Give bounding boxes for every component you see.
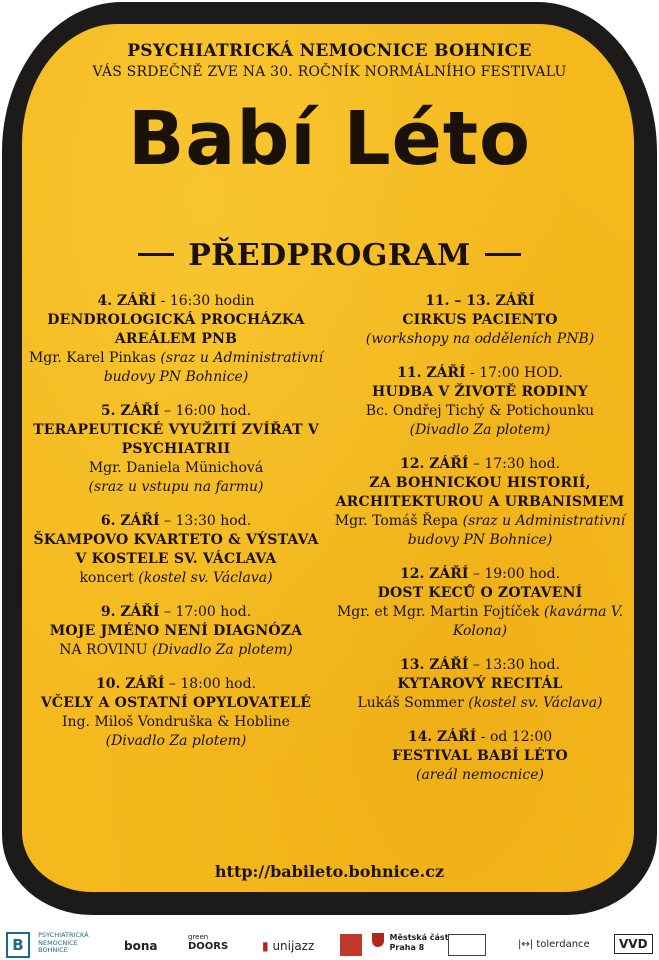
event-name: DOST KECŮ O ZOTAVENÍ [377, 585, 583, 601]
event-person: Mgr. Daniela Münichová [88, 460, 264, 476]
praha8-line1: Městská část [389, 933, 449, 942]
event-note: (Divadlo Za plotem) [151, 642, 293, 658]
event-name: TERAPEUTICKÉ VYUŽITÍ ZVÍŘAT V PSYCHIATRII [33, 422, 319, 457]
dash-left [138, 253, 174, 256]
event-note: (Divadlo Za plotem) [105, 733, 247, 749]
event-date: 5. ZÁŘÍ [100, 403, 160, 419]
unijazz-logo [262, 939, 314, 953]
theatre-logo-icon [448, 934, 486, 956]
event-item [26, 292, 326, 387]
event-person: koncert [79, 570, 139, 586]
unijazz-mark-icon: ▮ [262, 939, 269, 953]
praha8-line2: Praha 8 [389, 943, 425, 952]
event-item [330, 455, 630, 550]
red-square-logo-icon [340, 934, 362, 956]
event-time: – 18:00 hod. [164, 676, 257, 692]
left-event-list [26, 292, 326, 766]
event-item [26, 512, 326, 588]
event-person: NA ROVINU [59, 642, 152, 658]
pnb-mark: B [6, 932, 30, 958]
festival-url[interactable]: http://babileto.bohnice.cz [214, 862, 445, 881]
festival-title: Babí Léto [128, 96, 531, 182]
event-note: (Divadlo Za plotem) [409, 422, 551, 438]
event-name: MOJE JMÉNO NENÍ DIAGNÓZA [49, 623, 303, 639]
event-time: – 17:00 hod. [159, 604, 252, 620]
event-time: – 13:30 hod. [159, 513, 252, 529]
doors-text: DOORS [188, 941, 229, 952]
event-note: (sraz u Administrativní budovy PN Bohnice) [407, 513, 626, 548]
event-date: 9. ZÁŘÍ [100, 604, 160, 620]
event-person: Ing. Miloš Vondruška & Hobline [62, 714, 290, 730]
invitation-line: VÁS SRDEČNĚ ZVE NA 30. ROČNÍK NORMÁLNÍHO FESTIVALU [92, 64, 567, 80]
unijazz-text: unijazz [272, 939, 315, 953]
tolerdance-text: tolerdance [536, 939, 590, 950]
event-time: - 16:30 hodin [156, 293, 255, 309]
event-date: 12. ZÁŘÍ [399, 566, 469, 582]
event-name: ZA BOHNICKOU HISTORIÍ, ARCHITEKTUROU A URBANISMEM [335, 475, 625, 510]
event-note: (workshopy na odděleních PNB) [365, 331, 595, 347]
event-item [330, 364, 630, 440]
pnb-logo [6, 932, 89, 958]
event-item [26, 603, 326, 660]
event-note: (kavárna V. Kolona) [452, 604, 624, 639]
pnb-name-line3: BOHNICE [38, 946, 68, 954]
event-name: FESTIVAL BABÍ LÉTO [392, 748, 568, 764]
event-item [330, 656, 630, 713]
event-name: CIRKUS PACIENTO [402, 312, 558, 328]
event-note: (sraz u Administrativní budovy PN Bohnice) [103, 350, 324, 385]
praha8-logo [372, 933, 449, 953]
event-date: 11. – 13. ZÁŘÍ [425, 293, 535, 309]
event-name: ŠKAMPOVO KVARTETO & VÝSTAVA V KOSTELE SV. VÁCLAVA [33, 532, 319, 567]
event-person: Bc. Ondřej Tichý & Potichounku [365, 403, 595, 419]
pnb-name-line1: PSYCHIATRICKÁ [38, 931, 89, 939]
tolerdance-mark-icon: |↔| [518, 939, 534, 950]
program-heading-text: PŘEDPROGRAM [188, 238, 471, 273]
pnb-name-line2: NEMOCNICE [38, 938, 78, 947]
event-item [330, 292, 630, 349]
organizer-heading: PSYCHIATRICKÁ NEMOCNICE BOHNICE [127, 41, 532, 61]
event-note: (sraz u vstupu na farmu) [88, 479, 264, 495]
event-date: 11. ZÁŘÍ [397, 365, 466, 381]
event-note: (kostel sv. Václava) [138, 570, 273, 586]
event-date: 6. ZÁŘÍ [100, 513, 160, 529]
green-doors-logo [188, 933, 228, 953]
dash-right [485, 253, 521, 256]
event-person: Mgr. Karel Pinkas [28, 350, 161, 366]
praha8-crest-icon [372, 933, 384, 947]
bona-logo: bona [124, 939, 158, 953]
event-name: DENDROLOGICKÁ PROCHÁZKA AREÁLEM PNB [47, 312, 305, 347]
event-note: (kostel sv. Václava) [468, 695, 603, 711]
event-date: 10. ZÁŘÍ [95, 676, 165, 692]
event-item [26, 675, 326, 751]
event-item [26, 402, 326, 497]
event-person: Mgr. Tomáš Řepa [334, 513, 463, 529]
event-time: - 17:00 HOD. [465, 365, 563, 381]
event-person: Mgr. et Mgr. Martin Fojtíček [336, 604, 544, 620]
event-date: 13. ZÁŘÍ [399, 657, 469, 673]
tolerdance-logo [518, 939, 590, 950]
event-name: VČELY A OSTATNÍ OPYLOVATELÉ [40, 695, 312, 711]
event-time: - od 12:00 [476, 729, 553, 745]
event-date: 14. ZÁŘÍ [407, 729, 477, 745]
event-date: 12. ZÁŘÍ [399, 456, 469, 472]
event-name: HUDBA V ŽIVOTĚ RODINY [372, 384, 588, 400]
event-note: (areál nemocnice) [416, 767, 544, 783]
event-item [330, 728, 630, 785]
event-time: – 19:00 hod. [468, 566, 561, 582]
event-item [330, 565, 630, 641]
vvd-logo: VVD [614, 934, 653, 954]
event-time: – 17:30 hod. [468, 456, 561, 472]
event-time: – 16:00 hod. [159, 403, 252, 419]
green-text: green [188, 933, 209, 941]
event-name: KYTAROVÝ RECITÁL [397, 676, 563, 692]
sponsor-strip [0, 930, 659, 960]
event-date: 4. ZÁŘÍ [97, 293, 157, 309]
right-event-list [330, 292, 630, 800]
event-person: Lukáš Sommer [357, 695, 469, 711]
event-time: – 13:30 hod. [468, 657, 561, 673]
program-heading [0, 238, 659, 273]
